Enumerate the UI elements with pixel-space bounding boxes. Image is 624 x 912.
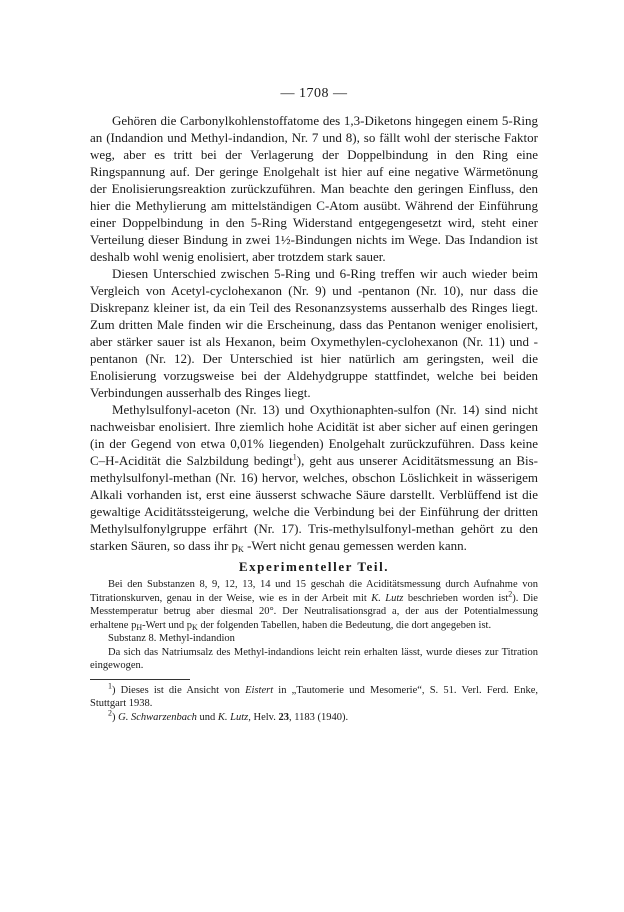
author-schwarzenbach: G. Schwarzenbach (118, 711, 197, 723)
author-eistert: Eistert (245, 684, 274, 696)
paragraph-2: Diesen Unterschied zwischen 5-Ring und 6-Ring treffen wir auch wieder beim Vergleich von Acetyl-cyclohexanon (Nr. 9) und -pentanon (Nr. 10), nur dass die Diskrepanz kleiner ist, da ein Teil des Resonanzsystems ausserhalb des Ringes liegt. Zum dritten Male finden wir die Erscheinung, dass das Pentanon weniger enolisiert, aber stärker sauer ist als Hexanon, beim Oxymethylen-cyclohexanon (Nr. 11) und -pentanon (Nr. 12). Der Unterschied ist hier natürlich am geringsten, weil die Enolisierung vorzugsweise bei der Aldehydgruppe stattfindet, welche bei beiden Verbindungen ausserhalb des Ringes liegt. (90, 266, 538, 400)
page-number: — 1708 — (280, 86, 348, 101)
footnote-2 (90, 708, 538, 725)
paragraph-3-text-c: -Wert nicht genau gemessen werden kann. (243, 538, 467, 553)
footnotes (90, 681, 538, 725)
exp-text-b: beschrieben worden ist (403, 592, 509, 604)
fn1-text-b: in „Tautomerie und Mesomerie“, S. 51. Verl. Ferd. Enke, Stuttgart 1938. (90, 684, 538, 709)
discussion-text (90, 112, 538, 554)
footnote-1 (90, 681, 538, 711)
fn1-text-a: ) Dieses ist die Ansicht von (112, 684, 246, 696)
experimental-text (90, 578, 538, 673)
substance-heading: Substanz 8. Methyl-indandion (108, 633, 235, 644)
exp-text-a: Bei den Substanzen 8, 9, 12, 13, 14 und 15 geschah die Aciditätsmessung durch Aufnahme von Titrationskurven, genau in der Weise, wie es in der Arbeit mit (90, 579, 538, 604)
exp-text-d: -Wert und p (142, 619, 193, 631)
footnote-ref-1: 1 (292, 452, 297, 462)
paragraph-3-text-a: Methylsulfonyl-aceton (Nr. 13) und Oxythionaphten-sulfon (Nr. 14) sind nicht nachweisbar enolisiert. Ihre ziemlich hohe Acidität ist aber sicher auf einen geringen (in der Gegend von etwa 0,01% liegenden) Enolgehalt zurückzuführen. Dass keine C–H-Acidität die Salzbildung bedingt (90, 402, 538, 468)
paragraph-3 (90, 401, 538, 554)
section-title: Experimenteller Teil. (238, 559, 390, 574)
pk-subscript: K (238, 545, 244, 554)
paragraph-3-text-b: ), geht aus unserer Aciditätsmessung an Bis-methylsulfonyl-methan (Nr. 16) hervor, welches, obschon Löslichkeit in wässerigem Alkali vorhanden ist, erst eine äusserst schwache Säure darstellt. Verblüffend ist die gewaltige Aciditätssteigerung, welche die Verbindung bei der Einführung der dritten Methylsulfonylgruppe erfährt (Nr. 17). Tris-methylsulfonyl-methan gehört zu den starken Säuren, so dass ihr p (90, 453, 538, 553)
pk-subscript-2: K (192, 622, 198, 632)
fn2-text-a: ) (112, 711, 119, 723)
author-lutz-2: K. Lutz (217, 711, 249, 723)
fn2-text-d: , 1183 (1940). (288, 711, 349, 723)
author-lutz: K. Lutz (371, 592, 404, 604)
page (90, 86, 538, 724)
fn2-text-c: , Helv. (248, 711, 279, 723)
volume-number: 23 (278, 711, 289, 723)
ph-subscript: H (136, 622, 143, 632)
paragraph-1: Gehören die Carbonylkohlenstoffatome des 1,3-Diketons hingegen einem 5-Ring an (Indandion und Methyl-indandion, Nr. 7 und 8), so fällt wohl der sterische Faktor weg, aber es tritt bei der Verlagerung der Doppelbindung in den Ring eine Ringspannung auf. Der geringe Enolgehalt ist hier auf eine negative Wärmetönung der Enolisierungsreaktion zurückzuführen. Man beachte den geringen Einfluss, den hier die Methylierung am mittelständigen C-Atom ausübt. Während der Einführung einer Doppelbindung in den 5-Ring Widerstand entgegengesetzt wird, steht einer Verteilung dieser Bindung in zwei 1½-Bindungen nichts im Wege. Das Indandion ist deshalb wohl wenig enolisiert, aber trotzdem stark sauer. (90, 113, 538, 264)
footnote-2-mark: 2 (108, 708, 112, 717)
exp-text-e: der folgenden Tabellen, haben die Bedeutung, die dort angegeben ist. (197, 619, 492, 631)
exp-text-c: ). Die Messtemperatur betrug aber diesmal 20°. Der Neutralisationsgrad a, der aus der Potentialmessung erhaltene p (90, 592, 538, 631)
footnote-divider (90, 679, 190, 680)
experimental-paragraph-2: Da sich das Natriumsalz des Methyl-indandions leicht rein erhalten lässt, wurde dieses zur Titration eingewogen. (90, 646, 538, 671)
footnote-ref-2: 2 (508, 589, 513, 598)
footnote-1-mark: 1 (108, 681, 112, 690)
experimental-paragraph-1 (90, 578, 538, 632)
fn2-text-b: und (196, 711, 218, 723)
